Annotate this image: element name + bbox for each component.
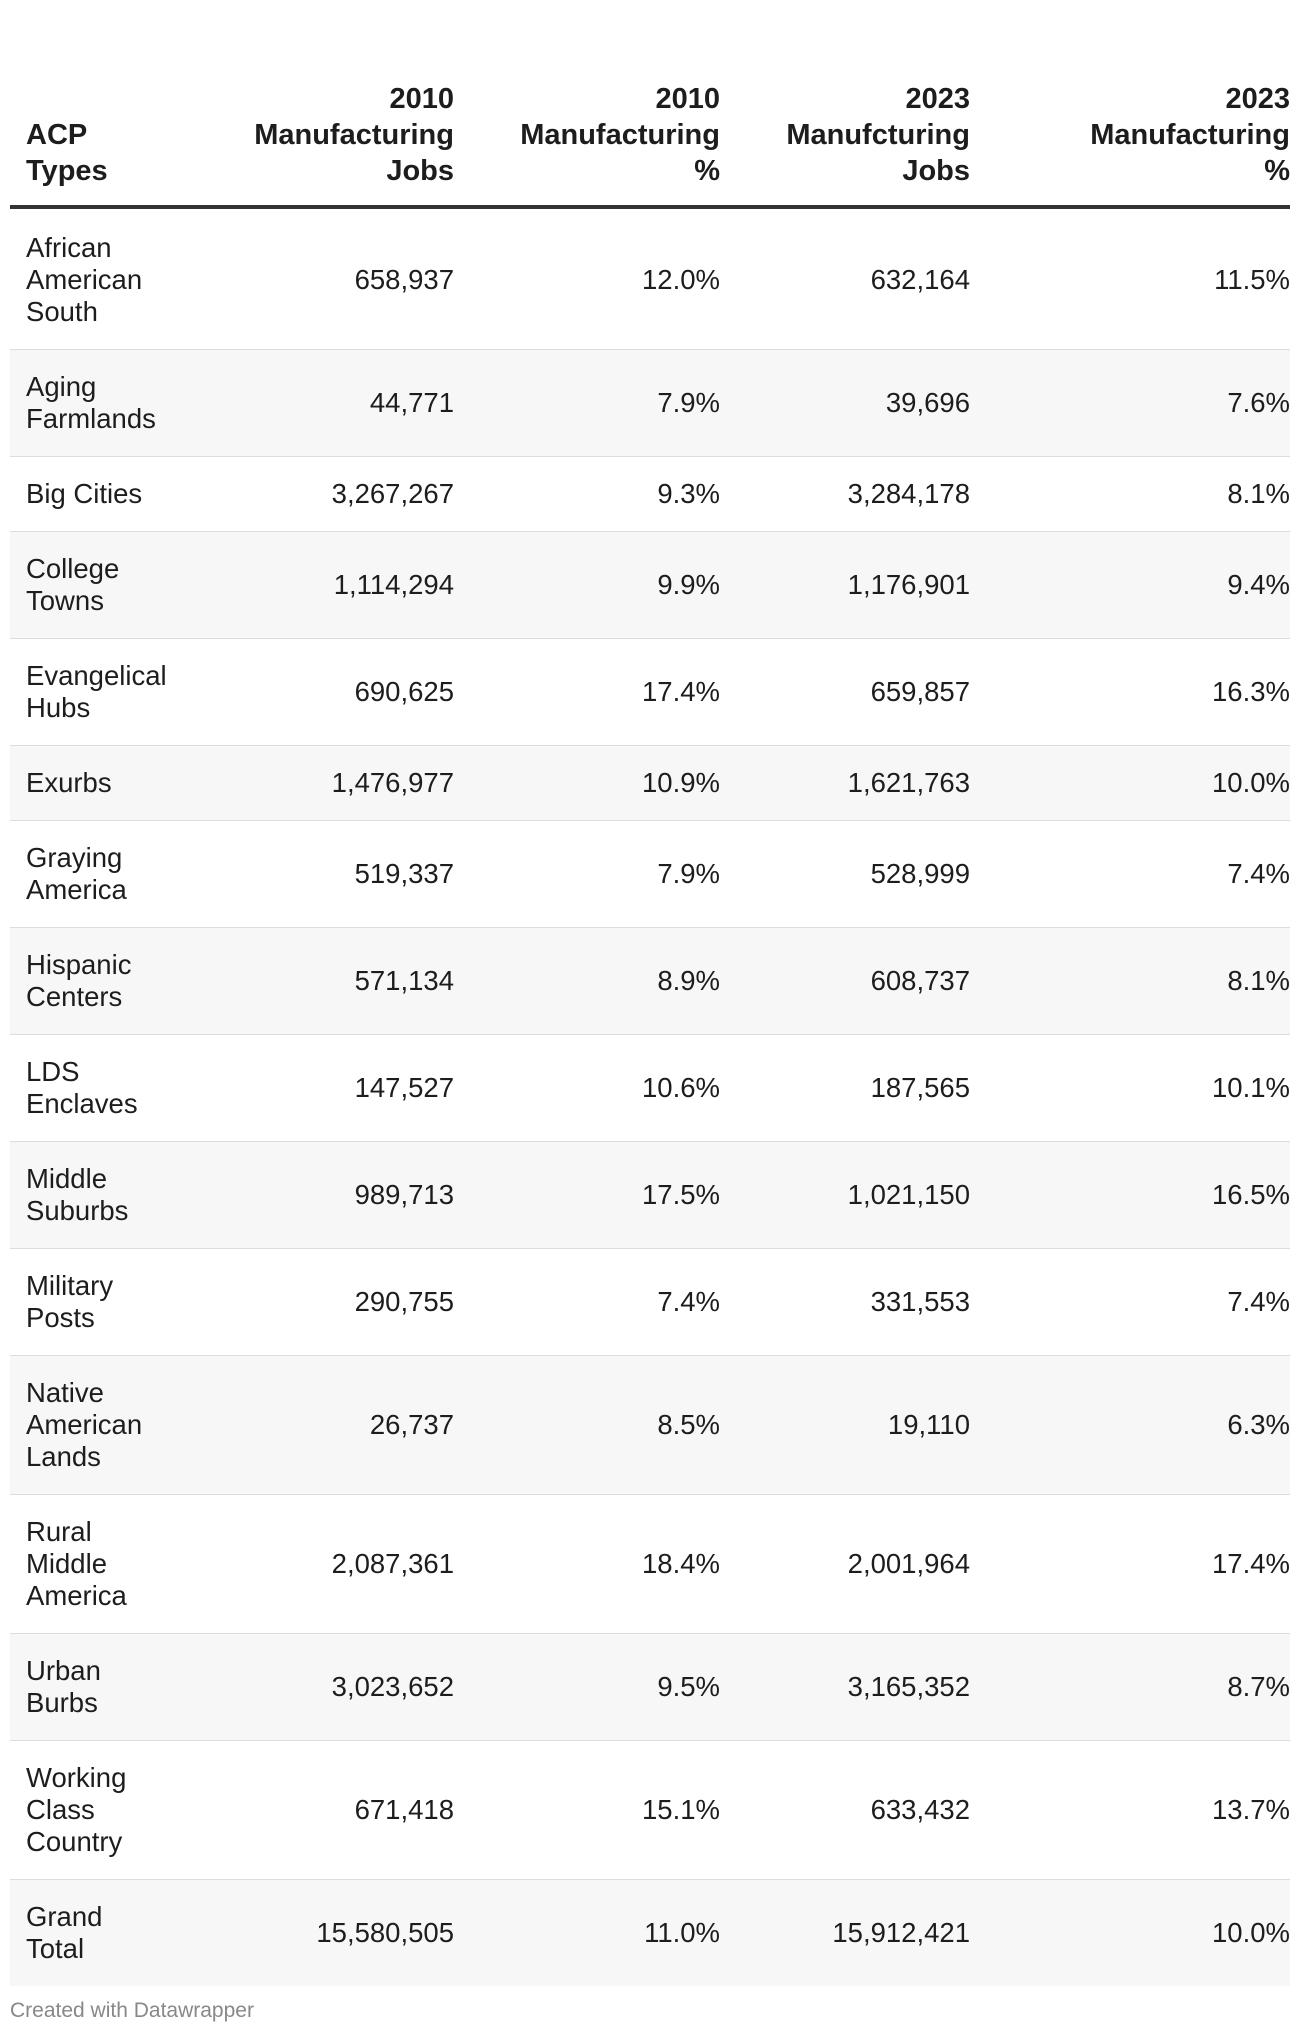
table-row — [10, 746, 1290, 821]
acp-type-line: Working — [26, 1762, 127, 1793]
table-viewport[interactable] — [10, 0, 1290, 1980]
acp-type-line: Lands — [26, 1441, 101, 1472]
data-table — [10, 81, 1290, 1986]
cell-2023-pct: 10.0% — [970, 746, 1290, 821]
table-header — [10, 81, 1290, 207]
cell-2010-pct: 8.5% — [454, 1356, 720, 1495]
table-row — [10, 1880, 1290, 1987]
cell-acp-type — [10, 746, 198, 821]
cell-2010-jobs: 989,713 — [198, 1142, 454, 1249]
cell-2010-pct: 15.1% — [454, 1741, 720, 1880]
cell-2023-jobs: 331,553 — [720, 1249, 970, 1356]
cell-2010-pct: 18.4% — [454, 1495, 720, 1634]
cell-2010-jobs: 44,771 — [198, 350, 454, 457]
cell-2023-jobs: 2,001,964 — [720, 1495, 970, 1634]
cell-2023-pct: 11.5% — [1214, 264, 1290, 295]
table-row — [10, 1741, 1290, 1880]
acp-type-line: Aging — [26, 371, 97, 402]
cell-acp-type — [10, 1035, 198, 1142]
col-header-2010-pct[interactable] — [454, 81, 720, 207]
header-line: % — [1264, 155, 1290, 187]
cell-2023-pct: 6.3% — [970, 1356, 1290, 1495]
cell-2010-pct: 8.9% — [454, 928, 720, 1035]
table-row — [10, 350, 1290, 457]
cell-2023-jobs: 3,284,178 — [720, 457, 970, 532]
cell-2023-jobs: 632,164 — [870, 264, 970, 295]
acp-type-line: Evangelical — [26, 660, 167, 691]
acp-type-line: Hubs — [26, 692, 91, 723]
table-row — [10, 207, 1290, 350]
col-header-2010-jobs[interactable] — [198, 81, 454, 207]
col-header-acp-types[interactable] — [10, 81, 198, 207]
acp-type-line: Burbs — [26, 1687, 98, 1718]
cell-2023-pct: 10.1% — [970, 1035, 1290, 1142]
cell-2023-jobs: 19,110 — [720, 1356, 970, 1495]
cell-2010-pct: 7.9% — [454, 350, 720, 457]
cell-2010-jobs: 147,527 — [198, 1035, 454, 1142]
cell-2010-jobs: 26,737 — [198, 1356, 454, 1495]
header-line: Jobs — [902, 155, 970, 187]
cell-2023-pct: 16.3% — [970, 639, 1290, 746]
table-row — [10, 457, 1290, 532]
acp-type-line: Posts — [26, 1302, 95, 1333]
cell-acp-type — [10, 1880, 198, 1987]
header-line: 2010 — [389, 83, 454, 115]
cell-2023-pct: 7.4% — [970, 821, 1290, 928]
col-header-2023-pct[interactable] — [970, 81, 1290, 207]
cell-acp-type — [10, 1142, 198, 1249]
cell-acp-type — [10, 639, 198, 746]
acp-type-line: Centers — [26, 981, 123, 1012]
footer-credit: Created with Datawrapper — [10, 1999, 254, 2022]
header-line: % — [694, 155, 720, 187]
cell-2010-jobs: 290,755 — [198, 1249, 454, 1356]
cell-2023-jobs: 15,912,421 — [720, 1880, 970, 1987]
cell-2010-pct: 7.4% — [454, 1249, 720, 1356]
cell-2023-jobs: 1,621,763 — [720, 746, 970, 821]
header-line: Manufacturing — [520, 119, 720, 151]
header-row — [10, 81, 1290, 207]
table-row — [10, 1035, 1290, 1142]
acp-type-line: Big Cities — [26, 478, 143, 509]
cell-acp-type — [10, 821, 198, 928]
col-header-2023-jobs[interactable] — [720, 81, 970, 207]
table-row — [10, 639, 1290, 746]
cell-2023-jobs: 1,176,901 — [720, 532, 970, 639]
cell-2010-jobs: 1,114,294 — [198, 532, 454, 639]
header-line: Manufcturing — [786, 119, 970, 151]
acp-type-line: LDS — [26, 1056, 80, 1087]
header-line: Jobs — [386, 155, 454, 187]
cell-2010-jobs: 3,267,267 — [198, 457, 454, 532]
cell-2023-pct: 10.0% — [970, 1880, 1290, 1987]
cell-2010-jobs: 15,580,505 — [198, 1880, 454, 1987]
header-line: Manufacturing — [1090, 119, 1290, 151]
acp-type-line: Enclaves — [26, 1088, 138, 1119]
acp-type-line: American — [26, 1409, 143, 1440]
table-row — [10, 821, 1290, 928]
acp-type-line: Urban — [26, 1655, 101, 1686]
acp-type-line: Middle — [26, 1548, 108, 1579]
acp-type-line: Exurbs — [26, 767, 112, 798]
acp-type-line: Hispanic — [26, 949, 132, 980]
cell-2023-jobs: 608,737 — [720, 928, 970, 1035]
cell-2010-pct: 11.0% — [454, 1880, 720, 1987]
cell-acp-type — [10, 1249, 198, 1356]
acp-type-line: Country — [26, 1826, 123, 1857]
header-line: Manufacturing — [254, 119, 454, 151]
cell-2023-pct: 9.4% — [970, 532, 1290, 639]
acp-type-line: Farmlands — [26, 403, 156, 434]
acp-type-line: Suburbs — [26, 1195, 129, 1226]
header-line: Types — [26, 155, 108, 187]
cell-acp-type — [10, 532, 198, 639]
cell-2023-pct: 8.1% — [970, 457, 1290, 532]
table-row — [10, 532, 1290, 639]
cell-2010-jobs: 571,134 — [198, 928, 454, 1035]
cell-acp-type — [10, 1495, 198, 1634]
cell-2010-pct: 10.9% — [454, 746, 720, 821]
cell-2023-jobs: 1,021,150 — [720, 1142, 970, 1249]
acp-type-line: Graying — [26, 842, 123, 873]
cell-2023-pct: 7.4% — [970, 1249, 1290, 1356]
cell-2023-pct: 16.5% — [970, 1142, 1290, 1249]
cell-acp-type — [10, 207, 198, 350]
cell-acp-type — [10, 1356, 198, 1495]
cell-2023-pct: 8.1% — [970, 928, 1290, 1035]
cell-2023-jobs: 39,696 — [720, 350, 970, 457]
cell-2010-jobs: 3,023,652 — [198, 1634, 454, 1741]
cell-2023-pct: 17.4% — [970, 1495, 1290, 1634]
table-row — [10, 1495, 1290, 1634]
cell-acp-type — [10, 457, 198, 532]
cell-acp-type — [10, 350, 198, 457]
cell-2010-jobs: 1,476,977 — [198, 746, 454, 821]
cell-2010-pct: 9.9% — [454, 532, 720, 639]
cell-2010-pct: 17.4% — [454, 639, 720, 746]
table-row — [10, 1356, 1290, 1495]
acp-type-line: Military — [26, 1270, 114, 1301]
acp-type-line: Middle — [26, 1163, 108, 1194]
acp-type-line: Class — [26, 1794, 95, 1825]
acp-type-line: South — [26, 296, 98, 327]
cell-2010-pct: 9.3% — [454, 457, 720, 532]
acp-type-line: Native — [26, 1377, 104, 1408]
header-line: ACP — [26, 119, 88, 151]
header-line: 2010 — [655, 83, 720, 115]
table-row — [10, 1634, 1290, 1741]
acp-type-line: American — [26, 264, 143, 295]
cell-2023-jobs: 528,999 — [720, 821, 970, 928]
table-row — [10, 1249, 1290, 1356]
acp-type-line: College — [26, 553, 120, 584]
cell-2010-jobs: 519,337 — [198, 821, 454, 928]
cell-2010-jobs: 690,625 — [198, 639, 454, 746]
acp-type-line: America — [26, 1580, 127, 1611]
acp-type-line: Total — [26, 1933, 85, 1964]
header-line: 2023 — [905, 83, 970, 115]
cell-2023-pct: 8.7% — [970, 1634, 1290, 1741]
cell-2010-pct: 7.9% — [454, 821, 720, 928]
cell-2023-jobs: 633,432 — [720, 1741, 970, 1880]
cell-2010-pct: 12.0% — [642, 264, 720, 295]
cell-2010-jobs: 2,087,361 — [198, 1495, 454, 1634]
cell-2010-jobs: 658,937 — [354, 264, 454, 295]
header-line: 2023 — [1225, 83, 1290, 115]
cell-acp-type — [10, 1634, 198, 1741]
table-row — [10, 928, 1290, 1035]
acp-type-line: Grand — [26, 1901, 103, 1932]
acp-type-line: America — [26, 874, 127, 905]
cell-2010-pct: 10.6% — [454, 1035, 720, 1142]
table-row — [10, 1142, 1290, 1249]
cell-2023-jobs: 187,565 — [720, 1035, 970, 1142]
cell-2010-pct: 9.5% — [454, 1634, 720, 1741]
cell-2010-jobs: 671,418 — [198, 1741, 454, 1880]
cell-acp-type — [10, 928, 198, 1035]
acp-type-line: African — [26, 232, 112, 263]
cell-acp-type — [10, 1741, 198, 1880]
cell-2010-pct: 17.5% — [454, 1142, 720, 1249]
cell-2023-jobs: 659,857 — [720, 639, 970, 746]
cell-2023-pct: 13.7% — [970, 1741, 1290, 1880]
cell-2023-pct: 7.6% — [970, 350, 1290, 457]
acp-type-line: Towns — [26, 585, 104, 616]
table-body — [10, 207, 1290, 1986]
acp-type-line: Rural — [26, 1516, 92, 1547]
cell-2023-jobs: 3,165,352 — [720, 1634, 970, 1741]
